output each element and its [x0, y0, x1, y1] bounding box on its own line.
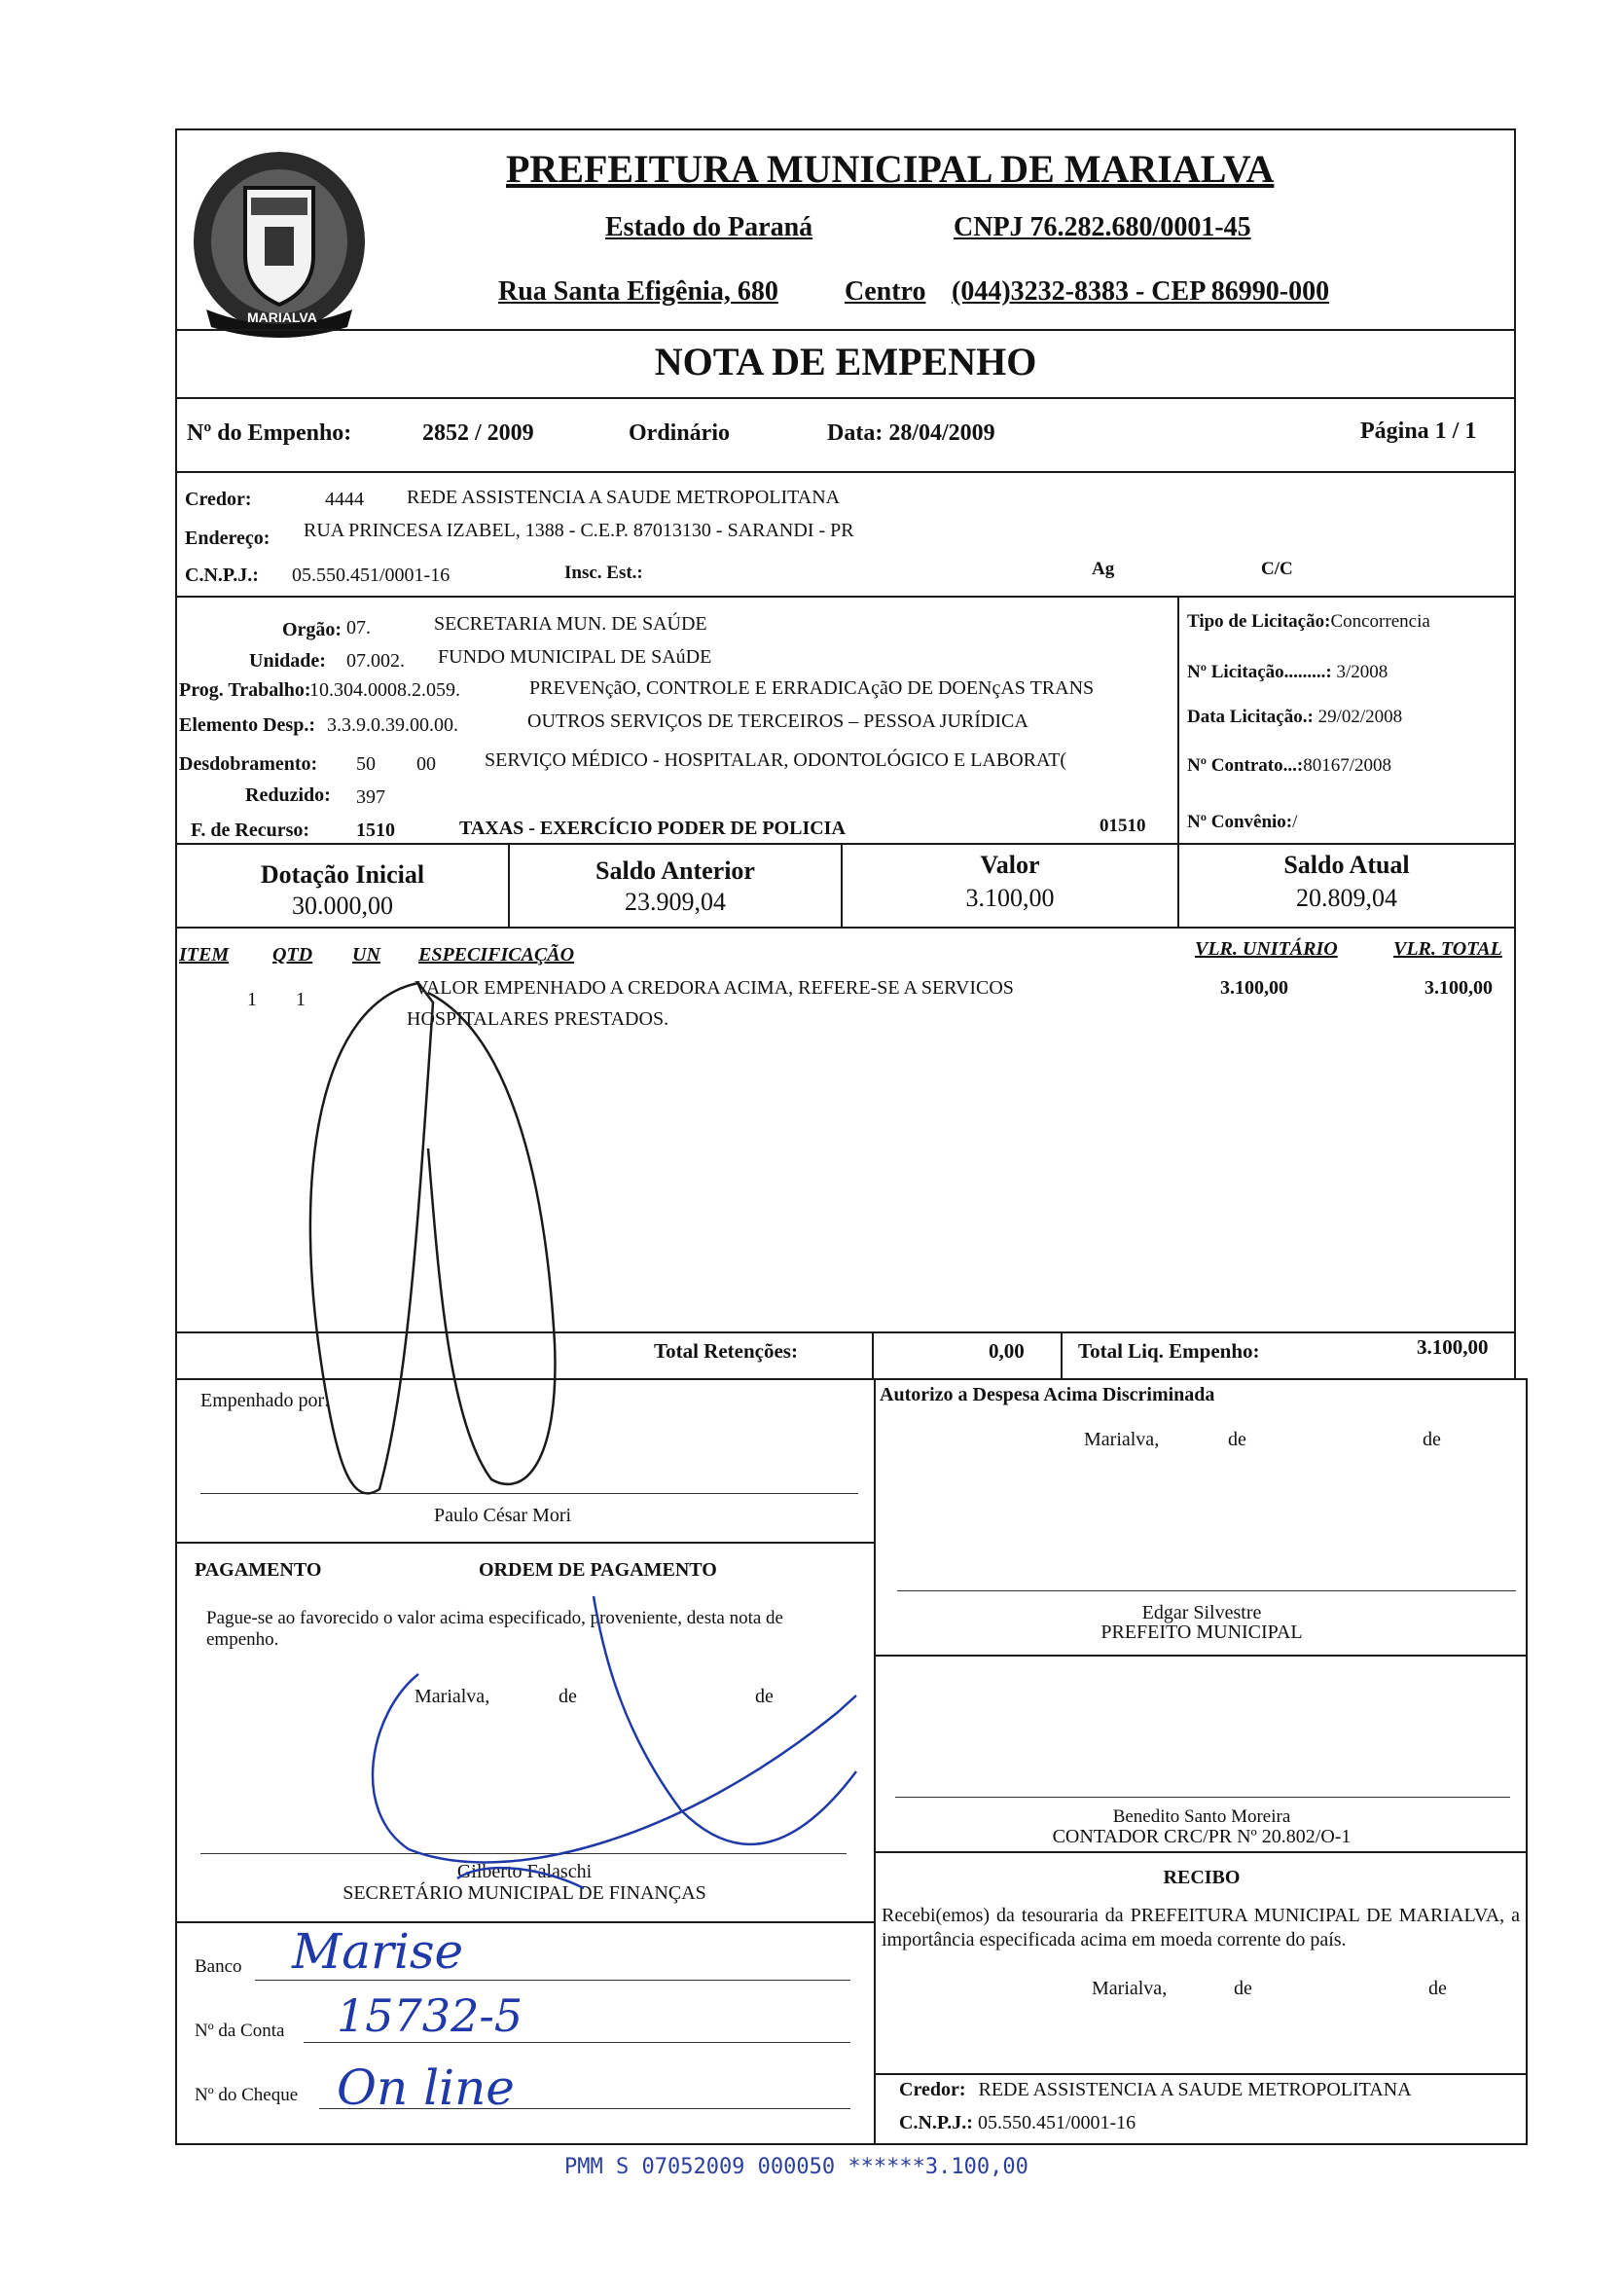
unidade-name: FUNDO MUNICIPAL DE SAúDE [438, 646, 712, 668]
pagamento-de-2: de [755, 1686, 774, 1707]
item-qtd: 1 [296, 989, 306, 1010]
recibo-title: RECIBO [1163, 1867, 1241, 1888]
cheque-label: Nº do Cheque [195, 2085, 299, 2105]
recurso-number: 01510 [1100, 816, 1146, 836]
contador-signer: Benedito Santo Moreira [1112, 1806, 1291, 1827]
autorizo-city: Marialva, [1084, 1429, 1160, 1450]
signature-stroke-2 [428, 993, 555, 1484]
recibo-credor-label: Credor: [899, 2079, 966, 2100]
signature-stroke-4 [373, 1674, 856, 1862]
banco-label: Banco [195, 1956, 242, 1977]
elemento-label: Elemento Desp.: [179, 714, 315, 736]
saldo-atual-value: 20.809,04 [1296, 884, 1397, 912]
desdobramento-name: SERVIÇO MÉDICO - HOSPITALAR, ODONTOLÓGICO E LABORAT( [485, 749, 1067, 771]
header-phone-cep: (044)3232-8383 - CEP 86990-000 [952, 276, 1330, 307]
conta-label: Nº da Conta [195, 2021, 285, 2041]
credor-code: 4444 [325, 489, 364, 510]
pagamento-text: Pague-se ao favorecido o valor acima especificado, proveniente, desta nota de empenho. [206, 1608, 783, 1650]
credor-label: Credor: [185, 489, 252, 510]
prog-code: 10.304.0008.2.059. [309, 679, 460, 701]
recibo-cnpj-label: C.N.P.J.: [899, 2112, 973, 2133]
signature-stroke-5 [457, 1868, 584, 1888]
licitacao-convenio-label-text: Nº Convênio: [1187, 812, 1293, 832]
orgao-label: Orgão: [282, 619, 343, 640]
autorizo-de-2: de [1423, 1429, 1441, 1450]
recibo-de-1: de [1234, 1978, 1252, 1999]
contador-role: CONTADOR CRC/PR Nº 20.802/O-1 [1052, 1826, 1352, 1847]
items-header-spec: ESPECIFICAÇÃO [418, 944, 575, 966]
header-district: Centro [845, 276, 926, 307]
seal-ribbon-text: MARIALVA [247, 310, 317, 325]
licitacao-tipo-label-text: Tipo de Licitação: [1187, 611, 1331, 632]
item-number: 1 [247, 989, 257, 1010]
licitacao-numero-label-text: Nº Licitação.........: [1187, 662, 1332, 682]
pagamento-label: PAGAMENTO [195, 1559, 322, 1581]
pagamento-city: Marialva, [415, 1686, 490, 1707]
credor-cc-label: C/C [1261, 559, 1293, 579]
items-header-qtd: QTD [272, 944, 313, 966]
desdobramento-label: Desdobramento: [179, 753, 318, 775]
document-title: NOTA DE EMPENHO [654, 340, 1037, 383]
header-cnpj: CNPJ 76.282.680/0001-45 [954, 212, 1251, 242]
credor-cnpj: 05.550.451/0001-16 [292, 565, 451, 586]
payment-stamp: PMM S 07052009 000050 ******3.100,00 [564, 2155, 1028, 2179]
item-unit-value: 3.100,00 [1220, 977, 1288, 999]
prog-label: Prog. Trabalho: [179, 679, 311, 701]
item-total-value: 3.100,00 [1425, 977, 1493, 999]
saldo-atual-label: Saldo Atual [1283, 851, 1410, 879]
autorizo-role: PREFEITO MUNICIPAL [1100, 1622, 1303, 1643]
saldo-anterior-value: 23.909,04 [625, 888, 726, 916]
licitacao-data-label-text: Data Licitação.: [1187, 707, 1314, 727]
recibo-cnpj-value: 05.550.451/0001-16 [977, 2112, 1136, 2133]
empenhado-label: Empenhado por: [200, 1390, 330, 1411]
conta-value: 15732-5 [337, 1989, 523, 2042]
pagamento-signer: Gilberto Falaschi [456, 1861, 593, 1882]
cheque-value: On line [337, 2059, 515, 2116]
elemento-code: 3.3.9.0.39.00.00. [327, 714, 458, 736]
item-spec-line-1: VALOR EMPENHADO A CREDORA ACIMA, REFERE-SE A SERVICOS [415, 977, 1014, 999]
retencoes-label: Total Retenções: [654, 1339, 798, 1363]
pagamento-role: SECRETÁRIO MUNICIPAL DE FINANÇAS [343, 1882, 706, 1904]
recibo-city: Marialva, [1092, 1978, 1168, 1999]
desdobramento-b: 00 [416, 753, 436, 775]
licitacao-tipo-value: Concorrencia [1330, 611, 1430, 632]
items-header-item: ITEM [179, 944, 230, 966]
dotacao-value: 30.000,00 [292, 892, 393, 920]
items-header-un: UN [352, 944, 380, 966]
licitacao-contrato-label-text: Nº Contrato...: [1187, 755, 1304, 776]
header-title: PREFEITURA MUNICIPAL DE MARIALVA [506, 147, 1275, 191]
unidade-code: 07.002. [346, 650, 405, 672]
credor-address: RUA PRINCESA IZABEL, 1388 - C.E.P. 87013130 - SARANDI - PR [304, 520, 854, 541]
desdobramento-a: 50 [356, 753, 376, 775]
items-header-total-value: VLR. TOTAL [1393, 938, 1502, 960]
pagamento-de-1: de [559, 1686, 577, 1707]
licitacao-data-value: 29/02/2008 [1317, 707, 1403, 727]
empenho-date: Data: 28/04/2009 [827, 420, 995, 446]
valor-label: Valor [980, 851, 1040, 879]
recurso-code: 1510 [356, 820, 395, 841]
saldo-anterior-label: Saldo Anterior [595, 856, 755, 885]
empenho-page: Página 1 / 1 [1360, 419, 1477, 444]
liquido-label: Total Liq. Empenho: [1078, 1339, 1260, 1363]
credor-ag-label: Ag [1092, 559, 1115, 579]
credor-address-label: Endereço: [185, 528, 270, 549]
signature-stroke-3 [594, 1596, 856, 1844]
ordem-pagamento-label: ORDEM DE PAGAMENTO [479, 1559, 717, 1581]
recibo-credor-value: REDE ASSISTENCIA A SAUDE METROPOLITANA [978, 2079, 1412, 2100]
items-header-unit-value: VLR. UNITÁRIO [1195, 938, 1338, 960]
empenho-label: Nº do Empenho: [187, 420, 352, 446]
recibo-de-2: de [1428, 1978, 1447, 1999]
credor-name: REDE ASSISTENCIA A SAUDE METROPOLITANA [407, 487, 841, 508]
orgao-code: 07. [346, 617, 371, 638]
empenho-number: 2852 / 2009 [422, 420, 534, 446]
item-spec-line-2: HOSPITALARES PRESTADOS. [407, 1008, 669, 1030]
empenhado-signer: Paulo César Mori [434, 1505, 572, 1526]
licitacao-contrato-value: 80167/2008 [1303, 755, 1391, 776]
recurso-name: TAXAS - EXERCÍCIO PODER DE POLICIA [459, 818, 846, 839]
signature-stroke-1 [310, 983, 433, 1493]
header-street: Rua Santa Efigênia, 680 [498, 276, 778, 307]
recibo-text: Recebi(emos) da tesouraria da PREFEITURA MUNICIPAL DE MARIALVA, a importância especificada acima em moeda corrente do país. [882, 1905, 1520, 1950]
unidade-label: Unidade: [249, 650, 326, 672]
licitacao-numero-value: 3/2008 [1336, 662, 1389, 682]
autorizo-label: Autorizo a Despesa Acima Discriminada [880, 1384, 1215, 1405]
elemento-name: OUTROS SERVIÇOS DE TERCEIROS – PESSOA JURÍDICA [527, 711, 1028, 732]
reduzido-label: Reduzido: [245, 784, 331, 806]
retencoes-value: 0,00 [989, 1339, 1025, 1363]
header-state: Estado do Paraná [605, 212, 813, 242]
banco-value: Marise [292, 1923, 464, 1980]
liquido-value: 3.100,00 [1417, 1335, 1489, 1359]
licitacao-convenio-value: / [1292, 812, 1298, 832]
reduzido-value: 397 [356, 786, 385, 808]
prog-name: PREVENçãO, CONTROLE E ERRADICAçãO DE DOENçAS TRANS [529, 677, 1095, 699]
credor-cnpj-label: C.N.P.J.: [185, 565, 259, 586]
dotacao-label: Dotação Inicial [260, 860, 425, 889]
credor-insc-label: Insc. Est.: [564, 563, 643, 583]
valor-value: 3.100,00 [965, 884, 1055, 912]
orgao-name: SECRETARIA MUN. DE SAÚDE [434, 613, 707, 635]
recurso-label: F. de Recurso: [191, 820, 310, 841]
autorizo-signer: Edgar Silvestre [1141, 1602, 1262, 1623]
empenho-type: Ordinário [629, 420, 731, 446]
autorizo-de-1: de [1228, 1429, 1246, 1450]
